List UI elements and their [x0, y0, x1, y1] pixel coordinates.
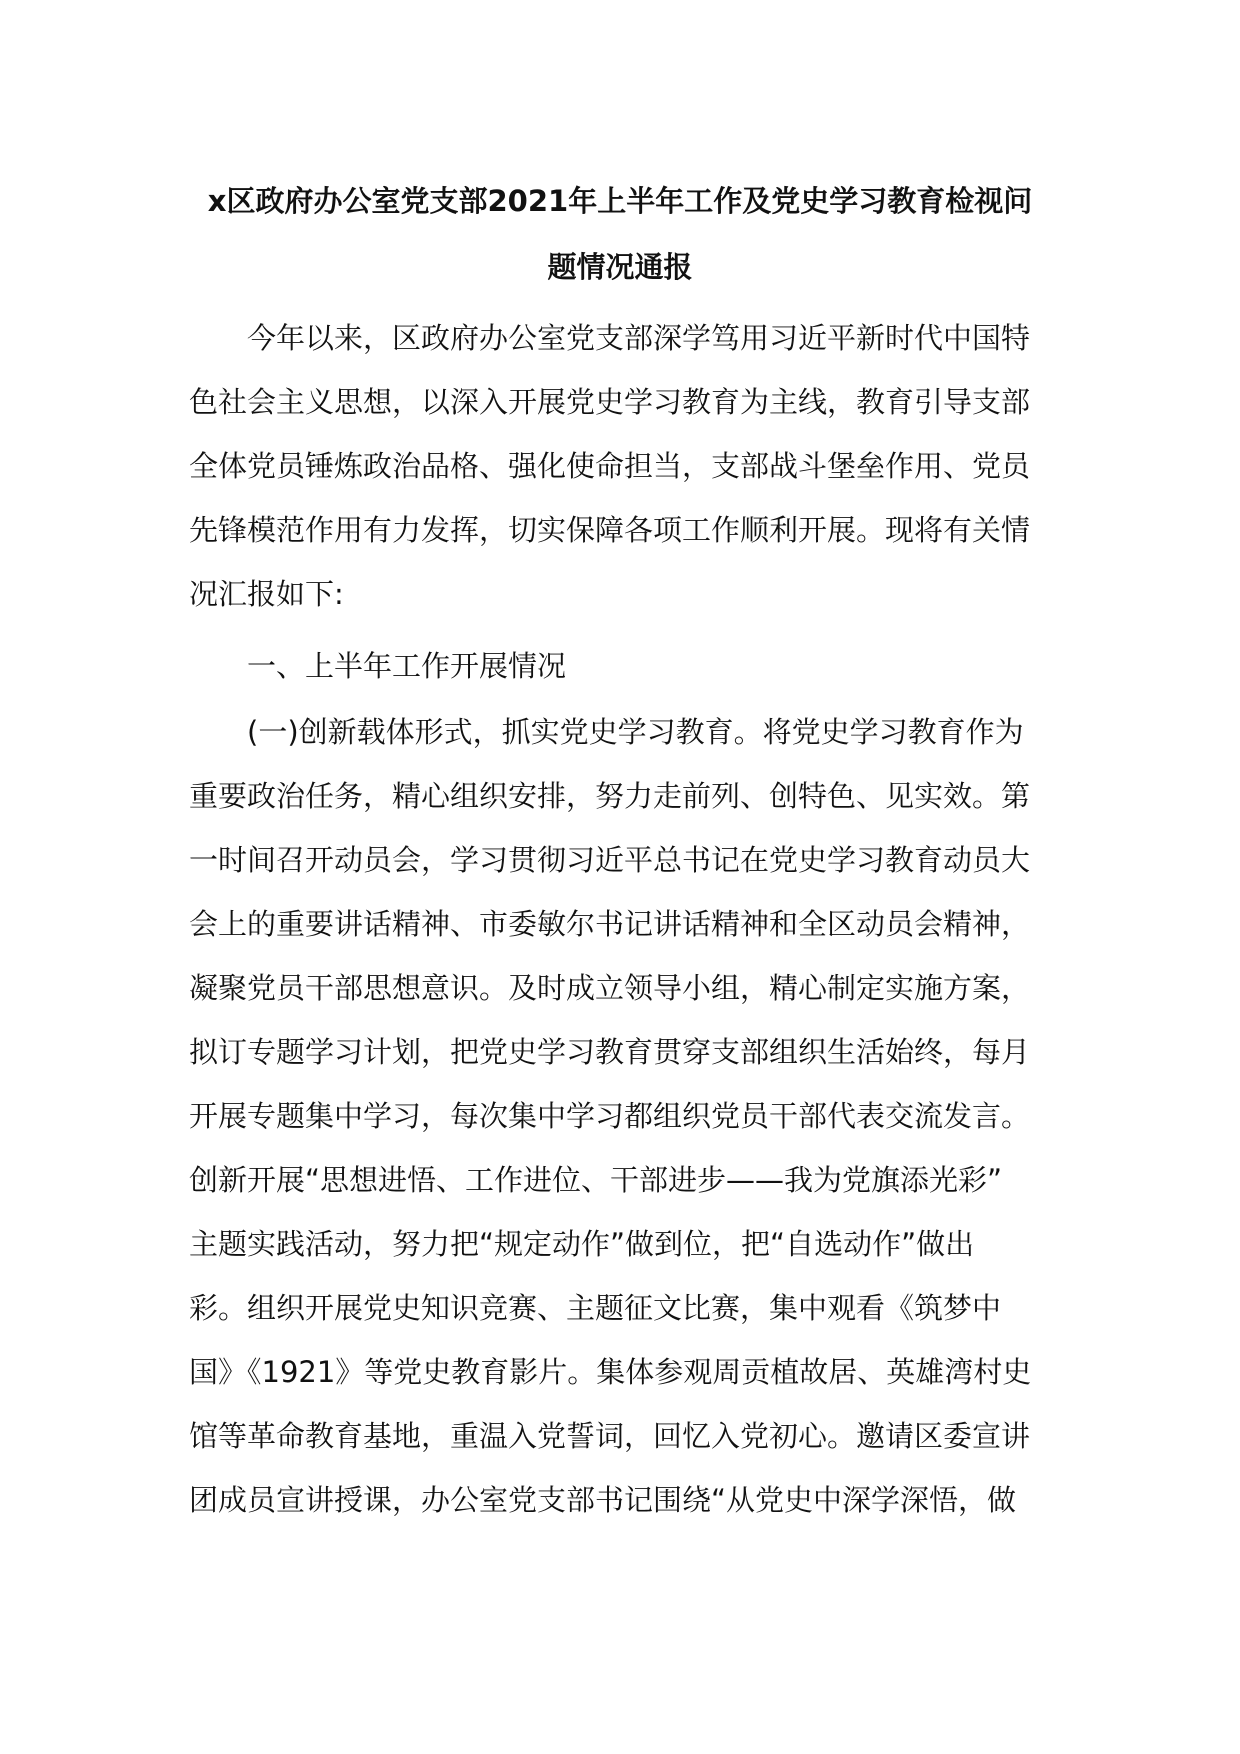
section-heading: 一、上半年工作开展情况	[247, 649, 567, 683]
body-text-line: 主题实践活动，努力把“规定动作”做到位，把“自选动作”做出	[189, 1227, 975, 1261]
body-text-line: 彩。组织开展党史知识竞赛、主题征文比赛，集中观看《筑梦中	[189, 1291, 1002, 1325]
body-text-line: 国》《1921》等党史教育影片。集体参观周贡植故居、英雄湾村史	[189, 1355, 1032, 1389]
body-text-line: 先锋模范作用有力发挥，切实保障各项工作顺利开展。现将有关情	[189, 513, 1031, 547]
body-text-line: 色社会主义思想，以深入开展党史学习教育为主线，教育引导支部	[189, 385, 1031, 419]
body-text-line: 重要政治任务，精心组织安排，努力走前列、创特色、见实效。第	[189, 779, 1031, 813]
body-text-line: 拟订专题学习计划，把党史学习教育贯穿支部组织生活始终，每月	[189, 1035, 1031, 1069]
body-text-line: 创新开展“思想进悟、工作进位、干部进步——我为党旗添光彩”	[189, 1163, 1003, 1197]
body-text-line: 凝聚党员干部思想意识。及时成立领导小组，精心制定实施方案，	[189, 971, 1031, 1005]
body-text-line: 全体党员锤炼政治品格、强化使命担当，支部战斗堡垒作用、党员	[189, 449, 1031, 483]
body-text-line: 今年以来，区政府办公室党支部深学笃用习近平新时代中国特	[247, 321, 1031, 355]
body-text-line: 团成员宣讲授课，办公室党支部书记围绕“从党史中深学深悟，做	[189, 1483, 1017, 1517]
body-text-line: (一)创新载体形式，抓实党史学习教育。将党史学习教育作为	[247, 715, 1024, 749]
body-text-line: 开展专题集中学习，每次集中学习都组织党员干部代表交流发言。	[189, 1099, 1031, 1133]
document-title-line-1: x区政府办公室党支部2021年上半年工作及党史学习教育检视问	[207, 184, 1033, 218]
document-title-line-2: 题情况通报	[547, 250, 693, 284]
body-text-line: 馆等革命教育基地，重温入党誓词，回忆入党初心。邀请区委宣讲	[189, 1419, 1031, 1453]
body-text-line: 会上的重要讲话精神、市委敏尔书记讲话精神和全区动员会精神，	[189, 907, 1031, 941]
body-text-line: 一时间召开动员会，学习贯彻习近平总书记在党史学习教育动员大	[189, 843, 1031, 877]
body-text-line: 况汇报如下:	[189, 577, 344, 611]
